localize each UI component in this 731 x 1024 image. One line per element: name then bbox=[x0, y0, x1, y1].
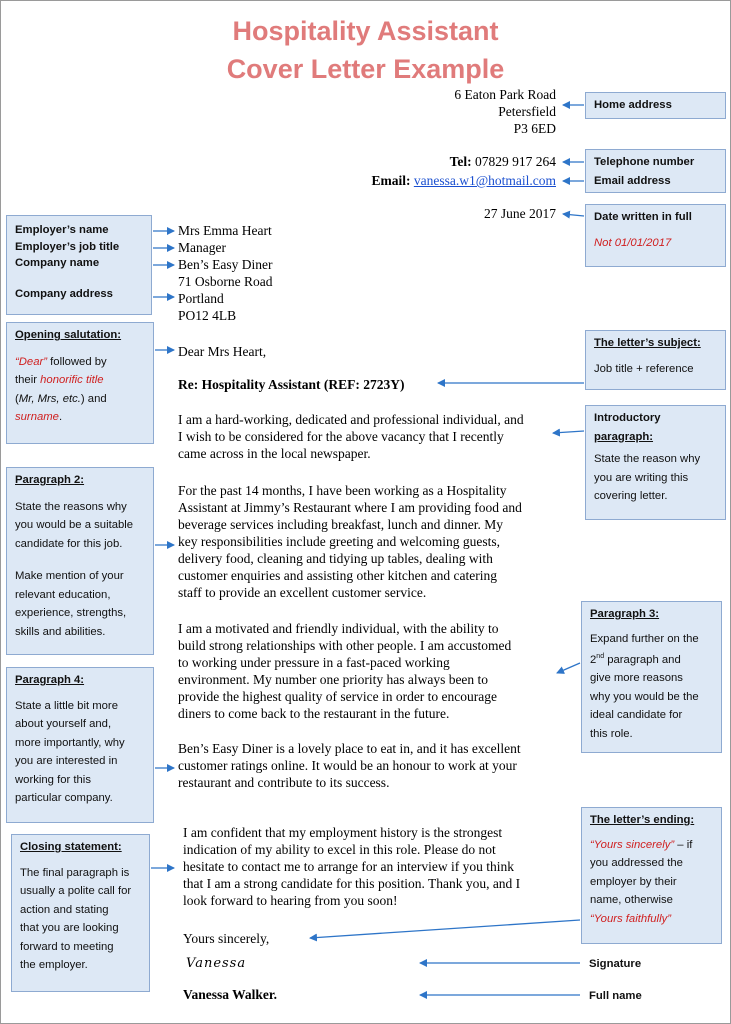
arrow-intro bbox=[553, 431, 584, 433]
annotation-ending: The letter’s ending: “Yours sincerely” – if you addressed the employer by their name, otherwise “Yours faithfully” bbox=[581, 807, 722, 944]
tel-value: 07829 917 264 bbox=[475, 154, 556, 169]
annotation-contact: Telephone number Email address bbox=[585, 149, 726, 193]
recipient-name: Mrs Emma Heart bbox=[178, 223, 272, 238]
letter-date: 27 June 2017 bbox=[484, 206, 556, 221]
recipient-title: Manager bbox=[178, 240, 226, 255]
sign-off: Yours sincerely, bbox=[183, 931, 270, 946]
annotation-home-address: Home address bbox=[585, 92, 726, 119]
page-title-line2: Cover Letter Example bbox=[226, 54, 505, 84]
email-link[interactable]: vanessa.w1@hotmail.com bbox=[413, 173, 556, 188]
annotation-date: Date written in full Not 01/01/2017 bbox=[585, 204, 726, 267]
label-signature: Signature bbox=[589, 958, 642, 970]
arrow-paragraph-3 bbox=[557, 663, 580, 673]
label-full-name: Full name bbox=[589, 990, 642, 1002]
arrow-ending bbox=[310, 920, 580, 938]
recipient-town: Portland bbox=[178, 291, 224, 306]
annotation-paragraph-4: Paragraph 4: State a little bit more about yourself and, more importantly, why you are interested in working for this particular company. bbox=[6, 667, 154, 823]
email-label: Email: bbox=[371, 173, 411, 188]
annotation-paragraph-2: Paragraph 2: State the reasons why you would be a suitable candidate for this job. Make mention of your relevant education, experience, strengths, skills and abilities. bbox=[6, 467, 154, 655]
tel-label: Tel: bbox=[449, 154, 472, 169]
annotation-paragraph-3: Paragraph 3: Expand further on the 2nd paragraph and give more reasons why you would be the ideal candidate for this role. bbox=[581, 601, 722, 753]
address-line: P3 6ED bbox=[513, 121, 556, 136]
recipient-street: 71 Osborne Road bbox=[178, 274, 273, 289]
annotation-employer: Employer’s name Employer’s job title Company name Company address bbox=[6, 215, 152, 315]
annotation-salutation: Opening salutation: “Dear” followed by their honorific title (Mr, Mrs, etc.) and surname. bbox=[6, 322, 154, 444]
paragraph-1: I am a hard-working, dedicated and professional individual, and I wish to be considered for the above vacancy that I recently came across in the local newspaper. bbox=[178, 412, 524, 461]
signature: Vanessa bbox=[186, 956, 247, 971]
address-line: Petersfield bbox=[498, 104, 556, 119]
annotation-introductory: Introductory paragraph: State the reason why you are writing this covering letter. bbox=[585, 405, 726, 520]
paragraph-2: For the past 14 months, I have been working as a Hospitality Assistant at Jimmy’s Restaurant where I am providing food and beverage services including breakfast, lunch and dinner. My key responsibilities include greeting and welcoming guests, delivery food, cleaning and tidying up tables, dealing with customer enquiries and assisting other kitchen and catering staff to provide an excellent customer service. bbox=[178, 483, 522, 600]
closing-paragraph: I am confident that my employment history is the strongest indication of my ability to excel in this role. Please do not hesitate to contact me to arrange for an interview if you think that I am a strong candidate for this position. Thank you, and I look forward to hearing from you soon! bbox=[183, 825, 521, 908]
page-title-line1: Hospitality Assistant bbox=[232, 16, 499, 46]
paragraph-4: Ben’s Easy Diner is a lovely place to eat in, and it has excellent customer ratings online. It would be an honour to work at your restaurant and contribute to its success. bbox=[178, 741, 521, 790]
salutation: Dear Mrs Heart, bbox=[178, 344, 267, 359]
address-line: 6 Eaton Park Road bbox=[454, 87, 556, 102]
annotation-subject: The letter’s subject: Job title + reference bbox=[585, 330, 726, 390]
full-name: Vanessa Walker. bbox=[183, 987, 278, 1002]
arrow-date bbox=[563, 214, 584, 216]
recipient-postcode: PO12 4LB bbox=[178, 308, 237, 323]
subject-line: Re: Hospitality Assistant (REF: 2723Y) bbox=[178, 377, 405, 392]
annotation-closing: Closing statement: The final paragraph is usually a polite call for action and stating that you are looking forward to meeting the employer. bbox=[11, 834, 150, 992]
paragraph-3: I am a motivated and friendly individual, with the ability to build strong relationships with other people. I am accustomed to working under pressure in a fast-paced working environment. My number one priority has always been to provide the highest quality of service in order to encourage diners to come back to the restaurant in the future. bbox=[178, 621, 512, 721]
recipient-company: Ben’s Easy Diner bbox=[178, 257, 273, 272]
